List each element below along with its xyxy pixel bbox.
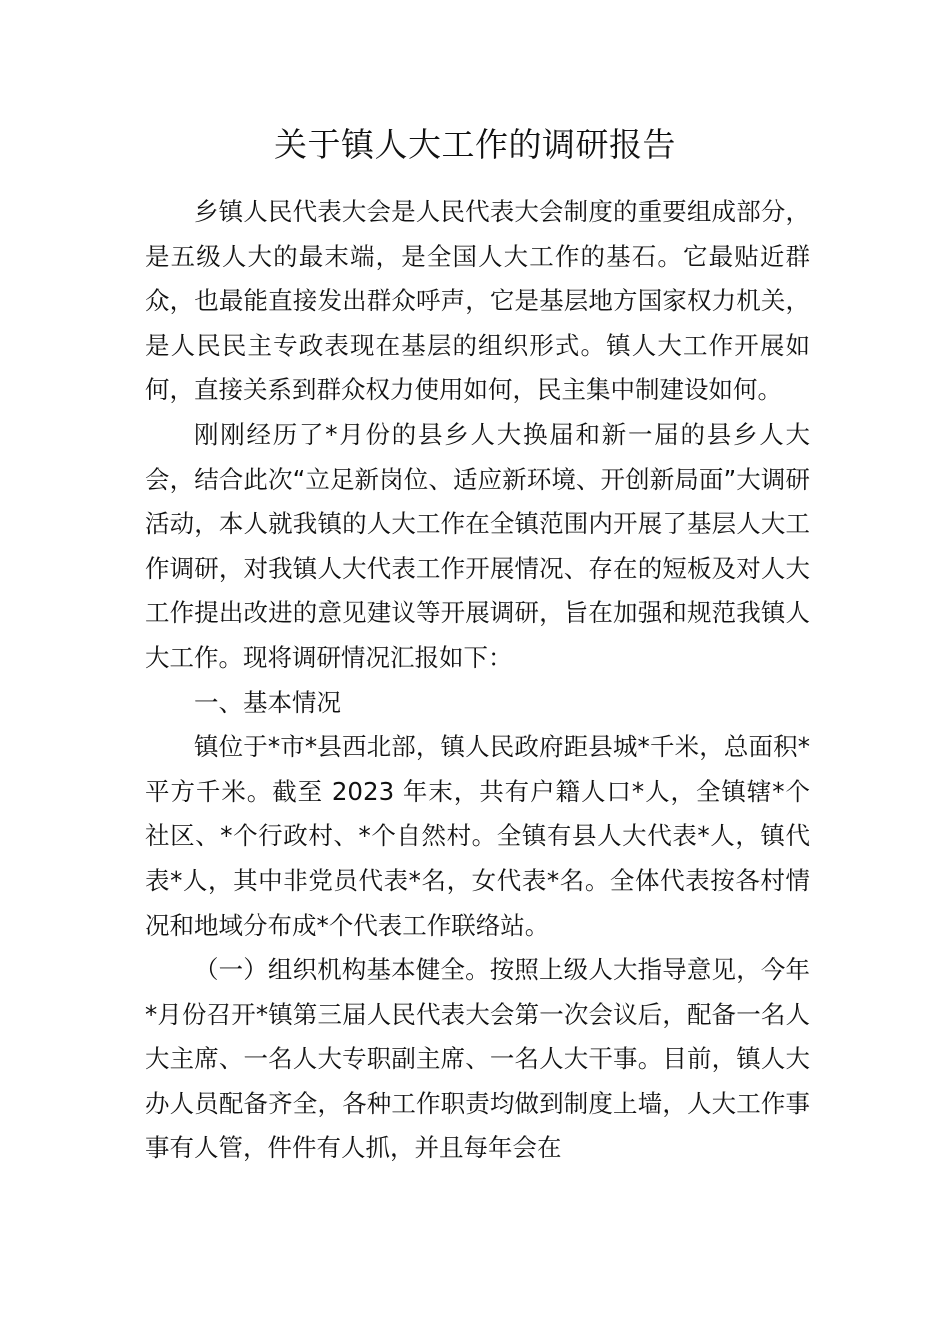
document-title: 关于镇人大工作的调研报告	[274, 125, 676, 164]
paragraph-background: 刚刚经历了*月份的县乡人大换届和新一届的县乡人大会，结合此次“立足新岗位、适应新环境、开创新局面”大调研活动，本人就我镇的人大工作在全镇范围内开展了基层人大工作调研，对我镇人大代表工作开展情况、存在的短板及对人大工作提出改进的意见建议等开展调研，旨在加强和规范我镇人大工作。现将调研情况汇报如下：	[145, 419, 810, 672]
paragraph-intro: 乡镇人民代表大会是人民代表大会制度的重要组成部分，是五级人大的最末端，是全国人大工作的基石。它最贴近群众，也最能直接发出群众呼声，它是基层地方国家权力机关，是人民民主专政表现在基层的组织形式。镇人大工作开展如何，直接关系到群众权力使用如何，民主集中制建设如何。	[145, 197, 810, 405]
paragraph-organization: （一）组织机构基本健全。按照上级人大指导意见，今年*月份召开*镇第三届人民代表大会第一次会议后，配备一名人大主席、一名人大专职副主席、一名人大干事。目前，镇人大办人员配备齐全，各种工作职责均做到制度上墙，人大工作事事有人管，件件有人抓，并且每年会在	[145, 955, 810, 1163]
document-body	[145, 190, 810, 1171]
section-heading-basic-situation: 一、基本情况	[194, 687, 341, 717]
paragraph-town-overview: 镇位于*市*县西北部，镇人民政府距县城*千米，总面积*平方千米。截至 2023 年末，共有户籍人口*人，全镇辖*个社区、*个行政村、*个自然村。全镇有县人大代表*人，镇代表*人，其中非党员代表*名，女代表*名。全体代表按各村情况和地域分布成*个代表工作联络站。	[145, 732, 810, 940]
